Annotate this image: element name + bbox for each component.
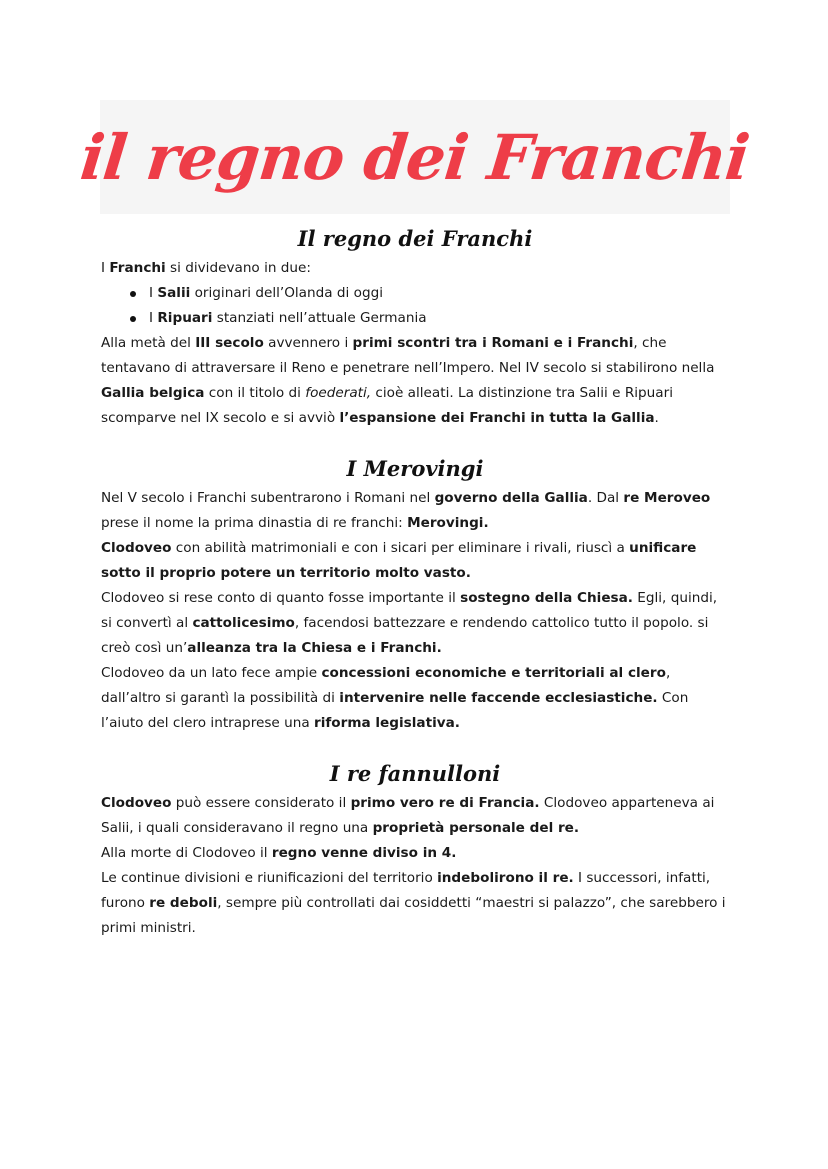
paragraph-primo-re: Clodoveo può essere considerato il primo vero re di Francia. Clodoveo apparteneva ai Salii, i quali consideravano il regno una proprietà personale del re. [101,795,715,836]
paragraph-governo: Nel V secolo i Franchi subentrarono i Romani nel governo della Gallia. Dal re Meroveo prese il nome la prima dinastia di re franchi: Merovingi. [101,490,711,531]
intro-paragraph: I Franchi si dividevano in due: [101,260,311,276]
list-item: I Salii originari dell’Olanda di oggi [101,281,729,306]
paragraph-concessioni: Clodoveo da un lato fece ampie concessioni economiche e territoriali al clero, dall’altro si garantì la possibilità di intervenire nelle faccende ecclesiastiche. Con l’aiuto del clero intraprese una riforma legislativa. [101,665,689,731]
list-item: I Ripuari stanziati nell’attuale Germania [101,306,729,331]
title-banner [77,100,753,214]
paragraph-scontri: Alla metà del III secolo avvennero i primi scontri tra i Romani e i Franchi, che tentavano di attraversare il Reno e penetrare nell’Impero. Nel IV secolo si stabilirono nella Gallia belgica con il titolo di foederati, cioè alleati. La distinzione tra Salii e Ripuari scomparve nel IX secolo e si avviò l’espansione dei Franchi in tutta la Gallia. [101,335,715,426]
bullet-icon [130,291,136,297]
paragraph-chiesa: Clodoveo si rese conto di quanto fosse importante il sostegno della Chiesa. Egli, quindi, si convertì al cattolicesimo, facendosi battezzare e rendendo cattolico tutto il popolo. si creò così un’alleanza tra la Chiesa e i Franchi. [101,590,718,656]
banner-title: il regno dei Franchi [77,120,753,194]
bullet-icon [130,316,136,322]
franchi-list [101,281,729,331]
paragraph-re-deboli: Le continue divisioni e riunificazioni del territorio indebolirono il re. I successori, infatti, furono re deboli, sempre più controllati dai cosiddetti “maestri si palazzo”, che sarebbero i primi ministri. [101,870,726,936]
paragraph-clodoveo-unifica: Clodoveo con abilità matrimoniali e con i sicari per eliminare i rivali, riuscì a unificare sotto il proprio potere un territorio molto vasto. [101,540,697,581]
section-title-merovingi: I Merovingi [346,456,484,481]
document-body [101,222,729,941]
section-title-fannulloni: I re fannulloni [329,761,501,786]
section-title-regno: Il regno dei Franchi [297,226,533,251]
paragraph-morte: Alla morte di Clodoveo il regno venne diviso in 4. [101,845,457,861]
